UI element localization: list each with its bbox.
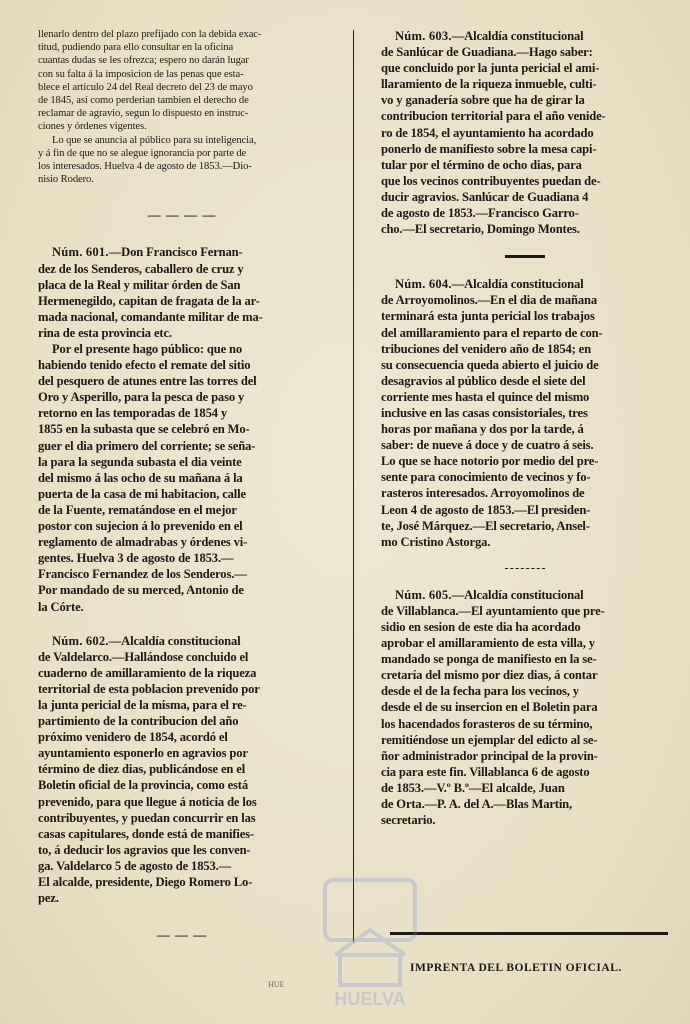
notice-line: del amillaramiento para el reparto de con- (381, 325, 603, 340)
notice-line: aprobar el amillaramiento de esta villa, y (381, 636, 595, 651)
watermark-shape (325, 880, 415, 985)
notice-line: mada nacional, comandante militar de ma- (38, 309, 263, 324)
notice-line: prevenido, para que llegue á noticia de los (38, 794, 257, 809)
notice-line: puerta de la casa de mi habitacion, calle (38, 486, 246, 501)
notice-600-line: con su falta á la imposicion de las penas que esta- (38, 68, 244, 80)
notice-line: ga. Valdelarco 5 de agosto de 1853.— (38, 858, 232, 873)
notice-line: partimiento de la contribucion del año (38, 714, 239, 729)
notice-line: —Alcaldía constitucional (108, 633, 241, 648)
notice-line: Por mandado de su merced, Antonio de (38, 583, 244, 598)
notice-line: Leon 4 de agosto de 1853.—El presiden- (381, 502, 591, 517)
notice-line: Francisco Fernandez de los Senderos.— (38, 567, 247, 582)
notice-line: —Alcaldía constitucional (451, 29, 584, 43)
notice-600-closing: Lo que se anuncia al público para su inteligencia, (52, 134, 257, 146)
notice-line: ñor administrador principal de la provin- (381, 748, 598, 763)
notice-number: Núm. 605. (395, 587, 452, 602)
notice-line: ro de 1854, el ayuntamiento ha acordado (381, 125, 594, 140)
notice-line: mandado se ponga de manifiesto en la se- (381, 652, 597, 667)
notice-line: cretaría del mismo por diez dias, á contar (381, 668, 598, 683)
notice-600-closing: los interesados. Huelva 4 de agosto de 1853.—Dio- (38, 161, 252, 173)
notice-line: contribucion territorial para el año venide- (381, 109, 606, 124)
notice-line: placa de la Real y militar órden de San (38, 277, 241, 292)
notice-number: Núm. 604. (395, 277, 452, 292)
column-divider (353, 30, 354, 942)
notice-line: dez de los Senderos, caballero de cruz y (38, 261, 244, 276)
watermark-text: HUELVA (334, 989, 406, 1009)
notice-line: que los vecinos contribuyentes puedan de- (381, 173, 601, 188)
notice-line: Boletin oficial de la provincia, como está (38, 778, 248, 793)
notice-line: te, José Márquez.—El secretario, Ansel- (381, 518, 590, 533)
notice-line: 1855 en la subasta que se celebró en Mo- (38, 422, 250, 437)
notice-line: tular por el término de ocho dias, para (381, 157, 582, 172)
notice-602 (38, 633, 326, 907)
notice-line: —Alcaldía constitucional (451, 277, 584, 292)
notice-line: la para la segunda subasta el dia veinte (38, 454, 242, 469)
notice-line: Lo que se hace notorio por medio del pre- (381, 454, 599, 469)
notice-line: la Córte. (38, 599, 84, 614)
notice-600-line: llenarlo dentro del plazo prefijado con la debida exac- (38, 29, 262, 40)
notice-number: Núm. 601. (52, 245, 109, 260)
notice-line: Hermenegildo, capitan de fragata de la ar- (38, 293, 260, 308)
notice-line: postor con sujecion á lo prevenido en el (38, 519, 243, 534)
notice-line: inclusive en las casas consistoriales, tres (381, 405, 588, 420)
notice-line: corriente mes hasta el quince del mismo (381, 389, 590, 404)
notice-line: de agosto de 1853.—Francisco Garro- (381, 206, 579, 221)
notice-line: horas por mañana y dos por la tarde, á (381, 422, 584, 437)
notice-line: sidio en sesion de este dia ha acordado (381, 620, 581, 634)
notice-number: Núm. 602. (52, 633, 109, 648)
right-column (381, 28, 669, 828)
notice-600-closing: nisio Rodero. (38, 174, 94, 186)
notice-line: Oro y Asperillo, para la pesca de paso y (38, 390, 245, 405)
notice-line: cia para este fin. Villablanca 6 de agosto (381, 764, 590, 779)
notice-line: sente para conocimiento de vecinos y fo- (381, 470, 591, 485)
notice-600-tail (38, 28, 326, 186)
notice-603 (381, 28, 669, 237)
notice-600-closing: y á fin de que no se alegue ignorancia por parte de (38, 147, 247, 159)
notice-line: guer el dia primero del corriente; se seña- (38, 438, 256, 453)
notice-line: vo y ganadería sobre que ha de girar la (381, 93, 585, 108)
notice-line: remitiéndose un ejemplar del edicto al se- (381, 732, 598, 747)
notice-line: mo Cristino Astorga. (381, 534, 491, 549)
left-column (38, 28, 326, 942)
notice-line: casas capitulares, donde está de manifies- (38, 826, 254, 841)
notice-line: contribuyentes, y puedan concurrir en las (38, 810, 256, 825)
notice-line: del pesquero de atunes entre las torres del (38, 374, 257, 389)
notice-600-line: blece el artículo 24 del Real decreto del 23 de mayo (38, 81, 253, 93)
notice-line: retorno en las temporadas de 1854 y (38, 406, 228, 421)
notice-line: habiendo tenido efecto el remate del sitio (38, 358, 251, 373)
page-mark: HUE (268, 980, 285, 989)
notice-600-line: ciones y órdenes vigentes. (38, 121, 147, 133)
notice-line: de Orta.—P. A. del A.—Blas Martin, (381, 797, 573, 812)
notice-number: Núm. 603. (395, 29, 452, 43)
notice-line: de 1853.—V.º B.º—El alcalde, Juan (381, 780, 565, 795)
notice-line: rasteros interesados. Arroyomolinos de (381, 486, 585, 501)
notice-line: la junta pericial de la misma, para el re- (38, 697, 247, 712)
notice-line: ponerlo de manifiesto sobre la mesa capi- (381, 141, 597, 156)
notice-line: próximo venidero de 1854, acordó el (38, 730, 228, 745)
notice-line: término de diez dias, publicándose en el (38, 762, 246, 777)
notice-line: ducir agravios. Sanlúcar de Guadiana 4 (381, 189, 589, 204)
notice-line: desde el de su insercion en el Boletin para (381, 700, 598, 715)
notice-line: de Arroyomolinos.—En el dia de mañana (381, 293, 598, 308)
notice-line: saber: de nueve á doce y de cuatro á seis. (381, 438, 594, 453)
notice-line: de la Fuente, rematándose en el mejor (38, 502, 237, 517)
notice-601 (38, 244, 326, 614)
notice-line: Por el presente hago público: que no (52, 342, 243, 356)
notice-line: los hacendados forasteros de su término, (381, 716, 593, 731)
notice-line: —Alcaldía constitucional (451, 587, 584, 602)
notice-line: desagravios al público desde el siete del (381, 373, 586, 388)
notice-line: gentes. Huelva 3 de agosto de 1853.— (38, 551, 234, 566)
notice-line: de Villablanca.—El ayuntamiento que pre- (381, 603, 605, 618)
notice-line: to, á deducir los agravios que les conven- (38, 842, 251, 857)
notice-line: pez. (38, 891, 59, 906)
section-separator: — — — — (147, 207, 217, 223)
notice-600-line: reclamar de agravio, segun lo dispuesto en instruc- (38, 108, 249, 120)
notice-600-line: cuantas dudas se les ofrezca; espero no darán lugar (38, 55, 249, 67)
printer-imprint: IMPRENTA DEL BOLETIN OFICIAL. (410, 962, 622, 974)
notice-604 (381, 276, 669, 550)
notice-line: ayuntamiento esponerlo en agravios por (38, 746, 248, 761)
notice-line: El alcalde, presidente, Diego Romero Lo- (38, 875, 253, 889)
notice-line: territorial de esta poblacion prevenido por (38, 681, 260, 696)
notice-line: rina de esta provincia etc. (38, 325, 172, 340)
notice-line: tribuciones del venidero año de 1854; en (381, 341, 591, 356)
notice-line: secretario. (381, 813, 436, 828)
notice-605 (381, 587, 669, 828)
notice-line: llaramiento de la riqueza inmueble, culti- (381, 77, 597, 92)
notice-line: de Valdelarco.—Hallándose concluido el (38, 649, 249, 664)
notice-line: del mismo á las ocho de su mañana á la (38, 470, 243, 485)
notice-line: cho.—El secretario, Domingo Montes. (381, 222, 580, 237)
library-watermark-logo (295, 860, 445, 1010)
notice-line: que concluido por la junta pericial el ami- (381, 61, 600, 76)
notice-line: de Sanlúcar de Guadiana.—Hago saber: (381, 45, 593, 60)
notice-600-line: de 1845, así como perderian tambien el derecho de (38, 95, 249, 107)
section-separator: — — — (156, 927, 208, 943)
notice-line: reglamento de almadrabas y órdenes vi- (38, 535, 248, 550)
notice-line: cuaderno de amillaramiento de la riqueza (38, 665, 257, 680)
notice-line: su consecuencia queda abierto el juicio de (381, 357, 599, 372)
notice-line: desde el de la fecha para los vecinos, y (381, 684, 579, 699)
notice-600-line: titud, pudiendo para ello consultar en la oficina (38, 42, 234, 54)
notice-line: —Don Francisco Fernan- (108, 245, 243, 260)
notice-line: terminará esta junta pericial los trabajos (381, 309, 595, 324)
